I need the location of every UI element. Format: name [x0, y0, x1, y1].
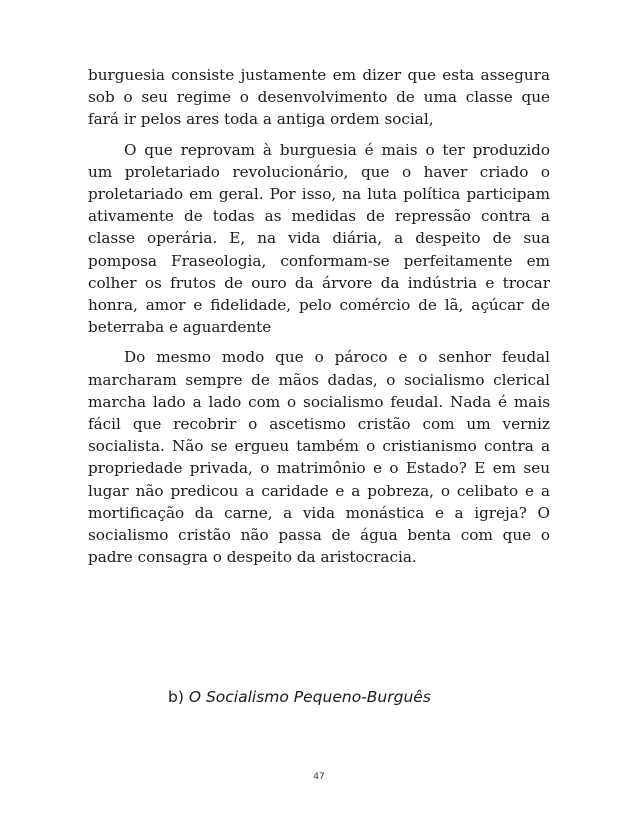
paragraph: O que reprovam à burguesia é mais o ter produzido um proletariado revolucionário, que o haver criado o proletariado em geral. Por isso, na luta política participam ativamente de todas as medidas de repressão contra a classe operária. E, na vida diária, a despeito de sua pomposa Fraseologia, conformam-se perfeitamente em colher os frutos de ouro da árvore da indústria e trocar honra, amor e fidelidade, pelo comércio de lã, açúcar de beterraba e aguardente: [88, 140, 550, 337]
paragraph-continuation: burguesia consiste justamente em dizer que esta assegura sob o seu regime o desenvolvimento de uma classe que fará ir pelos ares toda a antiga ordem social,: [88, 66, 550, 129]
section-heading-label: b): [168, 688, 184, 706]
section-heading: [168, 688, 431, 706]
body-text: [88, 64, 550, 568]
paragraph: Do mesmo modo que o pároco e o senhor feudal marcharam sempre de mãos dadas, o socialismo clerical marcha lado a lado com o socialismo feudal. Nada é mais fácil que recobrir o ascetismo cristão com um verniz socialista. Não se ergueu também o cristianismo contra a propriedade privada, o matrimônio e o Estado? E em seu lugar não predicou a caridade e a pobreza, o celibato e a mortificação da carne, a vida monástica e a igreja? O socialismo cristão não passa de água benta com que o padre consagra o despeito da aristocracia.: [88, 348, 550, 567]
section-heading-title: O Socialismo Pequeno-Burguês: [188, 688, 431, 706]
page-number: 47: [313, 772, 325, 782]
